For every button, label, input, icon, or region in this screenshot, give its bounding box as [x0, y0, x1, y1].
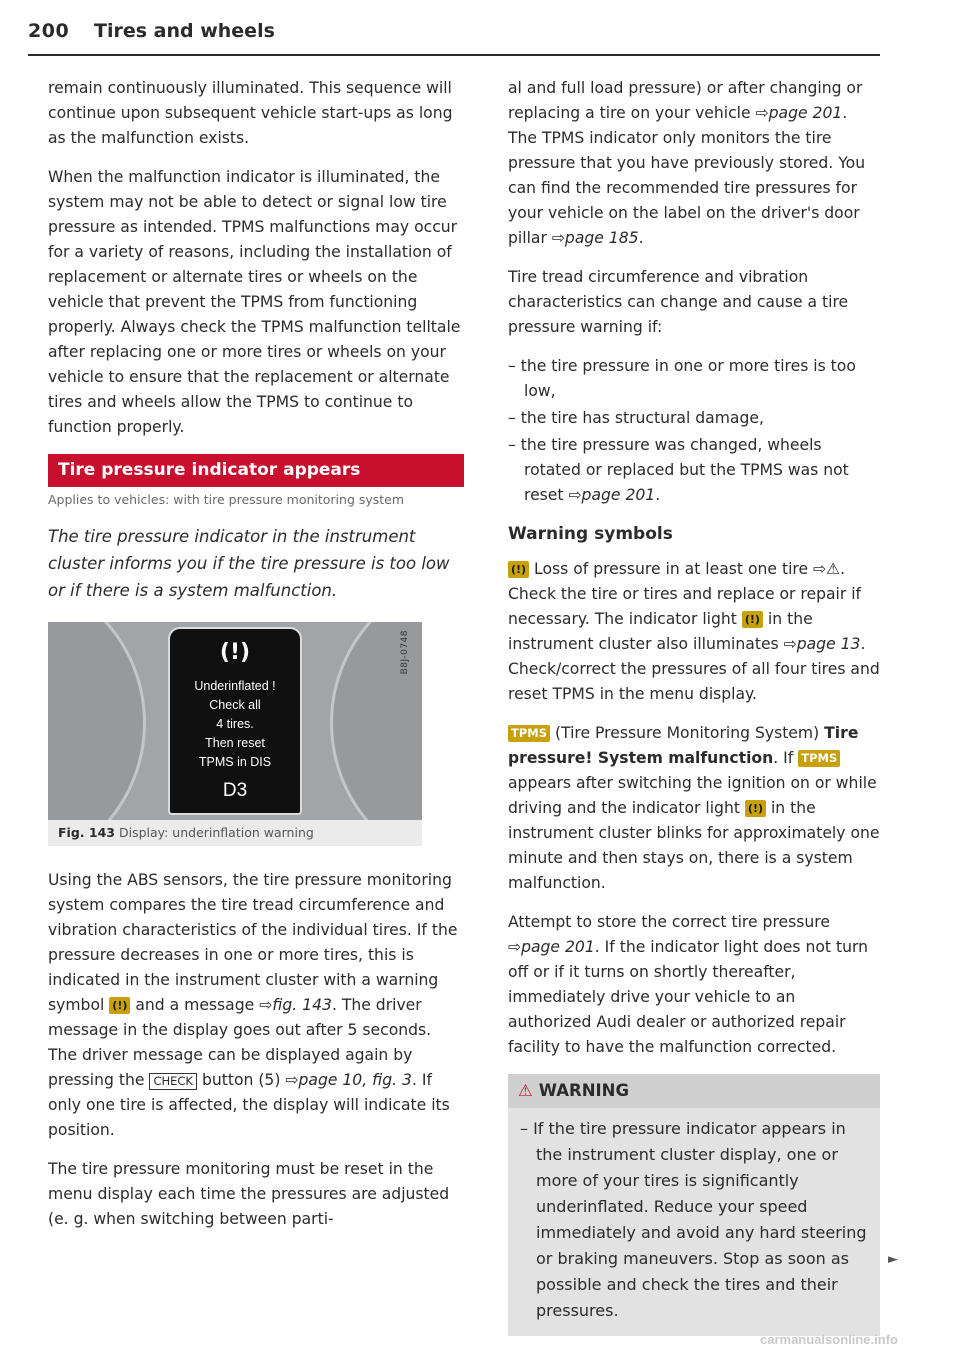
cross-reference[interactable]: page 201	[521, 938, 595, 956]
warning-title: WARNING	[538, 1081, 630, 1100]
text: . If the indicator light does not turn off or if it turns on shortly thereafter, immediately drive your vehicle to an authorized Audi dealer or authorized repair facility to have the malfunction corrected.	[508, 938, 868, 1056]
cross-reference[interactable]: page 201	[581, 486, 656, 504]
text: . If only one tire is affected, the display will indicate its position.	[48, 1071, 450, 1139]
tpms-icon: TPMS	[508, 725, 550, 742]
figure-cluster-display	[48, 622, 422, 820]
warning-triangle-icon: ⚠	[826, 560, 841, 578]
subheading: Warning symbols	[508, 524, 673, 544]
text: . Check the tire or tires and replace or repair if necessary. The indicator light	[508, 560, 862, 628]
continued-arrow-icon: ►	[888, 1252, 898, 1267]
footer-watermark: carmanualsonline.info	[760, 1332, 898, 1347]
arrow-icon: ⇨	[259, 996, 273, 1014]
text: (Tire Pressure Monitoring System)	[554, 724, 820, 742]
right-column	[508, 76, 880, 1336]
tire-pressure-indicator-icon: (!)	[109, 997, 130, 1014]
arrow-icon: ⇨	[568, 486, 582, 504]
text: Attempt to store the correct tire pressure	[508, 913, 830, 931]
cross-reference[interactable]: page 201	[768, 104, 843, 122]
figure-caption	[48, 820, 422, 846]
text: – the tire pressure was changed, wheels rotated or replaced but the TPMS was not reset	[508, 436, 849, 504]
warning-box	[508, 1074, 880, 1336]
cross-reference[interactable]: page 13	[796, 635, 861, 653]
check-key: CHECK	[149, 1073, 197, 1090]
paragraph	[508, 557, 880, 707]
left-column	[48, 76, 464, 1246]
paragraph: The tire pressure monitoring must be reset in the menu display each time the pressures are adjusted (e. g. when switching between parti-	[48, 1160, 450, 1228]
tire-pressure-icon: (!)	[219, 640, 251, 665]
button-number-icon: (5)	[258, 1071, 281, 1089]
text: and a message	[135, 996, 255, 1014]
text: Using the ABS sensors, the tire pressure monitoring system compares the tire tread circumference and vibration characteristics of the individual tires. If the pressure decreases in one or more tires, this is indicated in the instrument cluster with a warning symbol	[48, 871, 458, 1014]
text: button	[201, 1071, 254, 1089]
section-title: Tire pressure indicator appears	[48, 454, 464, 487]
applies-note: Applies to vehicles: with tire pressure monitoring system	[48, 492, 405, 507]
text: in the instrument cluster also illuminates	[508, 610, 813, 653]
paragraph	[508, 721, 880, 896]
gear-indicator: D3	[222, 780, 248, 801]
caption-text: Display: underinflation warning	[118, 825, 314, 840]
list-item: – the tire pressure was changed, wheels rotated or replaced but the TPMS was not reset ⇨page 201.	[508, 436, 849, 504]
display-message	[176, 677, 294, 772]
cross-reference[interactable]: page 10, fig. 3	[298, 1071, 412, 1089]
caption-label: Fig. 143	[58, 825, 115, 840]
tire-pressure-indicator-icon: (!)	[742, 611, 763, 628]
paragraph	[508, 76, 880, 251]
display-line: Check all	[209, 698, 261, 712]
driver-info-display	[168, 627, 302, 815]
cross-reference[interactable]: fig. 143	[272, 996, 332, 1014]
arrow-icon: ⇨	[285, 1071, 299, 1089]
text: . Check/correct the pressures of all four tires and reset TPMS in the menu display.	[508, 635, 880, 703]
arrow-icon: ⇨	[813, 560, 827, 578]
paragraph: remain continuously illuminated. This sequence will continue upon subsequent vehicle start-ups as long as the malfunction exists.	[48, 79, 453, 147]
display-line: 4 tires.	[216, 717, 254, 731]
warning-header	[508, 1074, 880, 1108]
tpms-icon: TPMS	[798, 750, 840, 767]
arrow-icon: ⇨	[755, 104, 769, 122]
text: in the instrument cluster blinks for approximately one minute and then stays on, there is a system malfunction.	[508, 799, 880, 892]
warning-triangle-icon: ⚠	[518, 1081, 533, 1100]
text: al and full load pressure) or after changing or replacing a tire on your vehicle	[508, 79, 863, 122]
list-item: – the tire pressure in one or more tires is too low,	[508, 357, 856, 400]
message-name: Tire pressure! System malfunction	[508, 724, 859, 767]
display-line: Then reset	[205, 736, 265, 750]
condition-list	[508, 354, 880, 508]
arrow-icon: ⇨	[783, 635, 797, 653]
intro-text: The tire pressure indicator in the instrument cluster informs you if the tire pressure is too low or if there is a system malfunction.	[48, 527, 450, 600]
arrow-icon: ⇨	[551, 229, 565, 247]
display-line: TPMS in DIS	[198, 755, 272, 769]
paragraph: When the malfunction indicator is illuminated, the system may not be able to detect or signal low tire pressure as intended. TPMS malfunctions may occur for a variety of reasons, including the installation of replacement or alternate tires or wheels on the vehicle that prevent the TPMS from functioning properly. Always check the TPMS malfunction telltale after replacing one or more tires or wheels on your vehicle to ensure that the replacement or alternate tires and wheels allow the TPMS to continue to function properly.	[48, 168, 461, 436]
display-line: Underinflated !	[194, 679, 276, 693]
chapter-title: Tires and wheels	[94, 20, 275, 42]
text: . The driver message in the display goes out after 5 seconds. The driver message can be displayed again by pressing the	[48, 996, 432, 1089]
page-number: 200	[28, 20, 70, 42]
text: . The TPMS indicator only monitors the tire pressure that you have previously stored. You can find the recommended tire pressures for your vehicle on the label on the driver's door pillar	[508, 104, 866, 247]
tire-pressure-indicator-icon: (!)	[508, 561, 529, 578]
text: appears after switching the ignition on or while driving and the indicator light	[508, 774, 877, 817]
warning-body	[508, 1108, 880, 1324]
figure-id: B8J-0748	[400, 630, 410, 675]
list-item: – the tire has structural damage,	[508, 409, 764, 427]
text: Loss of pressure in at least one tire	[534, 560, 809, 578]
paragraph	[48, 868, 464, 1143]
text: .	[638, 229, 644, 247]
cross-reference[interactable]: page 185	[564, 229, 639, 247]
paragraph	[508, 910, 880, 1060]
page-header	[28, 18, 880, 56]
paragraph: Tire tread circumference and vibration characteristics can change and cause a tire pressure warning if:	[508, 268, 849, 336]
arrow-icon: ⇨	[508, 938, 522, 956]
text: . If	[773, 749, 794, 767]
left-gauge	[48, 622, 146, 820]
tire-pressure-indicator-icon: (!)	[745, 800, 766, 817]
warning-text: – If the tire pressure indicator appears in the instrument cluster display, one or more of your tires is significantly underinflated. Reduce your speed immediately and avoid any hard steering or braking maneuvers. Stop as soon as possible and check the tires and their pressures.	[520, 1119, 867, 1320]
